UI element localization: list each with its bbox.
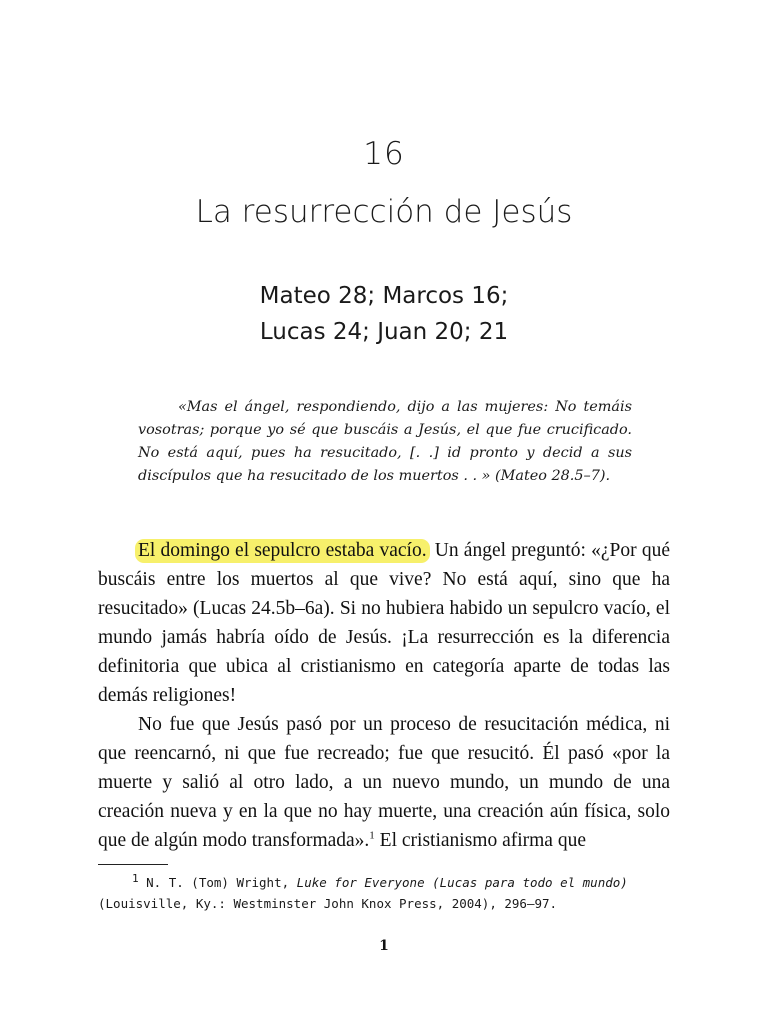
- epigraph-quote: [138, 396, 632, 488]
- paragraph-1: [98, 536, 670, 710]
- paragraph-2: [98, 710, 670, 855]
- scripture-refs-line1: Mateo 28; Marcos 16;: [259, 283, 509, 309]
- epigraph-citation: (Mateo 28.5–7).: [495, 468, 611, 484]
- chapter-number: 16: [363, 136, 405, 172]
- footnote-divider: [98, 864, 168, 865]
- body-text: [98, 536, 670, 855]
- chapter-title: La resurrección de Jesús: [195, 194, 573, 230]
- paragraph-1-rest: Un ángel preguntó: «¿Por qué buscáis entre los muertos al que vive? No está aquí, sino que ha resucitado» (Lucas 24.5b–6a). Si no hubiera habido un sepulcro vacío, el mundo jamás habría oído de Jesús. ¡La resurrección es la diferencia definitoria que ubica al cristianismo en categoría aparte de todas las demás religiones!: [98, 540, 670, 706]
- epigraph-text-content: «Mas el ángel, respondiendo, dijo a las mujeres: No temáis vosotras; porque yo sé que buscáis a Jesús, el que fue crucificado. No está aquí, pues ha resucitado, [. .] id pronto y decid a sus discípulos que ha resucitado de los muertos . . »: [138, 399, 632, 484]
- footnote-publisher: (Louisville, Ky.: Westminster John Knox Press, 2004), 296–97.: [98, 896, 558, 911]
- paragraph-2-continuation: El cristianismo afirma que: [374, 830, 586, 851]
- footnote-author: N. T. (Tom) Wright,: [138, 875, 297, 890]
- page-number: 1: [379, 938, 389, 954]
- epigraph-text: [138, 396, 632, 488]
- highlighted-sentence[interactable]: El domingo el sepulcro estaba vacío.: [135, 539, 430, 563]
- scripture-references: [0, 278, 768, 350]
- footnote: [98, 872, 670, 914]
- footnote-line: [98, 872, 670, 914]
- footnote-marker: 1: [132, 871, 139, 885]
- footnote-book-title: Luke for Everyone (Lucas para todo el mundo): [296, 875, 628, 890]
- paragraph-2-text: No fue que Jesús pasó por un proceso de resucitación médica, ni que reencarnó, ni que fue recreado; fue que resucitó. Él pasó «por la muerte y salió al otro lado, a un nuevo mundo, un mundo de una creación nueva y en la que no hay muerte, una creación aún física, solo que de algún modo transformada».: [98, 714, 670, 851]
- scripture-refs-line2: Lucas 24; Juan 20; 21: [259, 319, 509, 345]
- footnote-reference[interactable]: 1: [369, 829, 375, 842]
